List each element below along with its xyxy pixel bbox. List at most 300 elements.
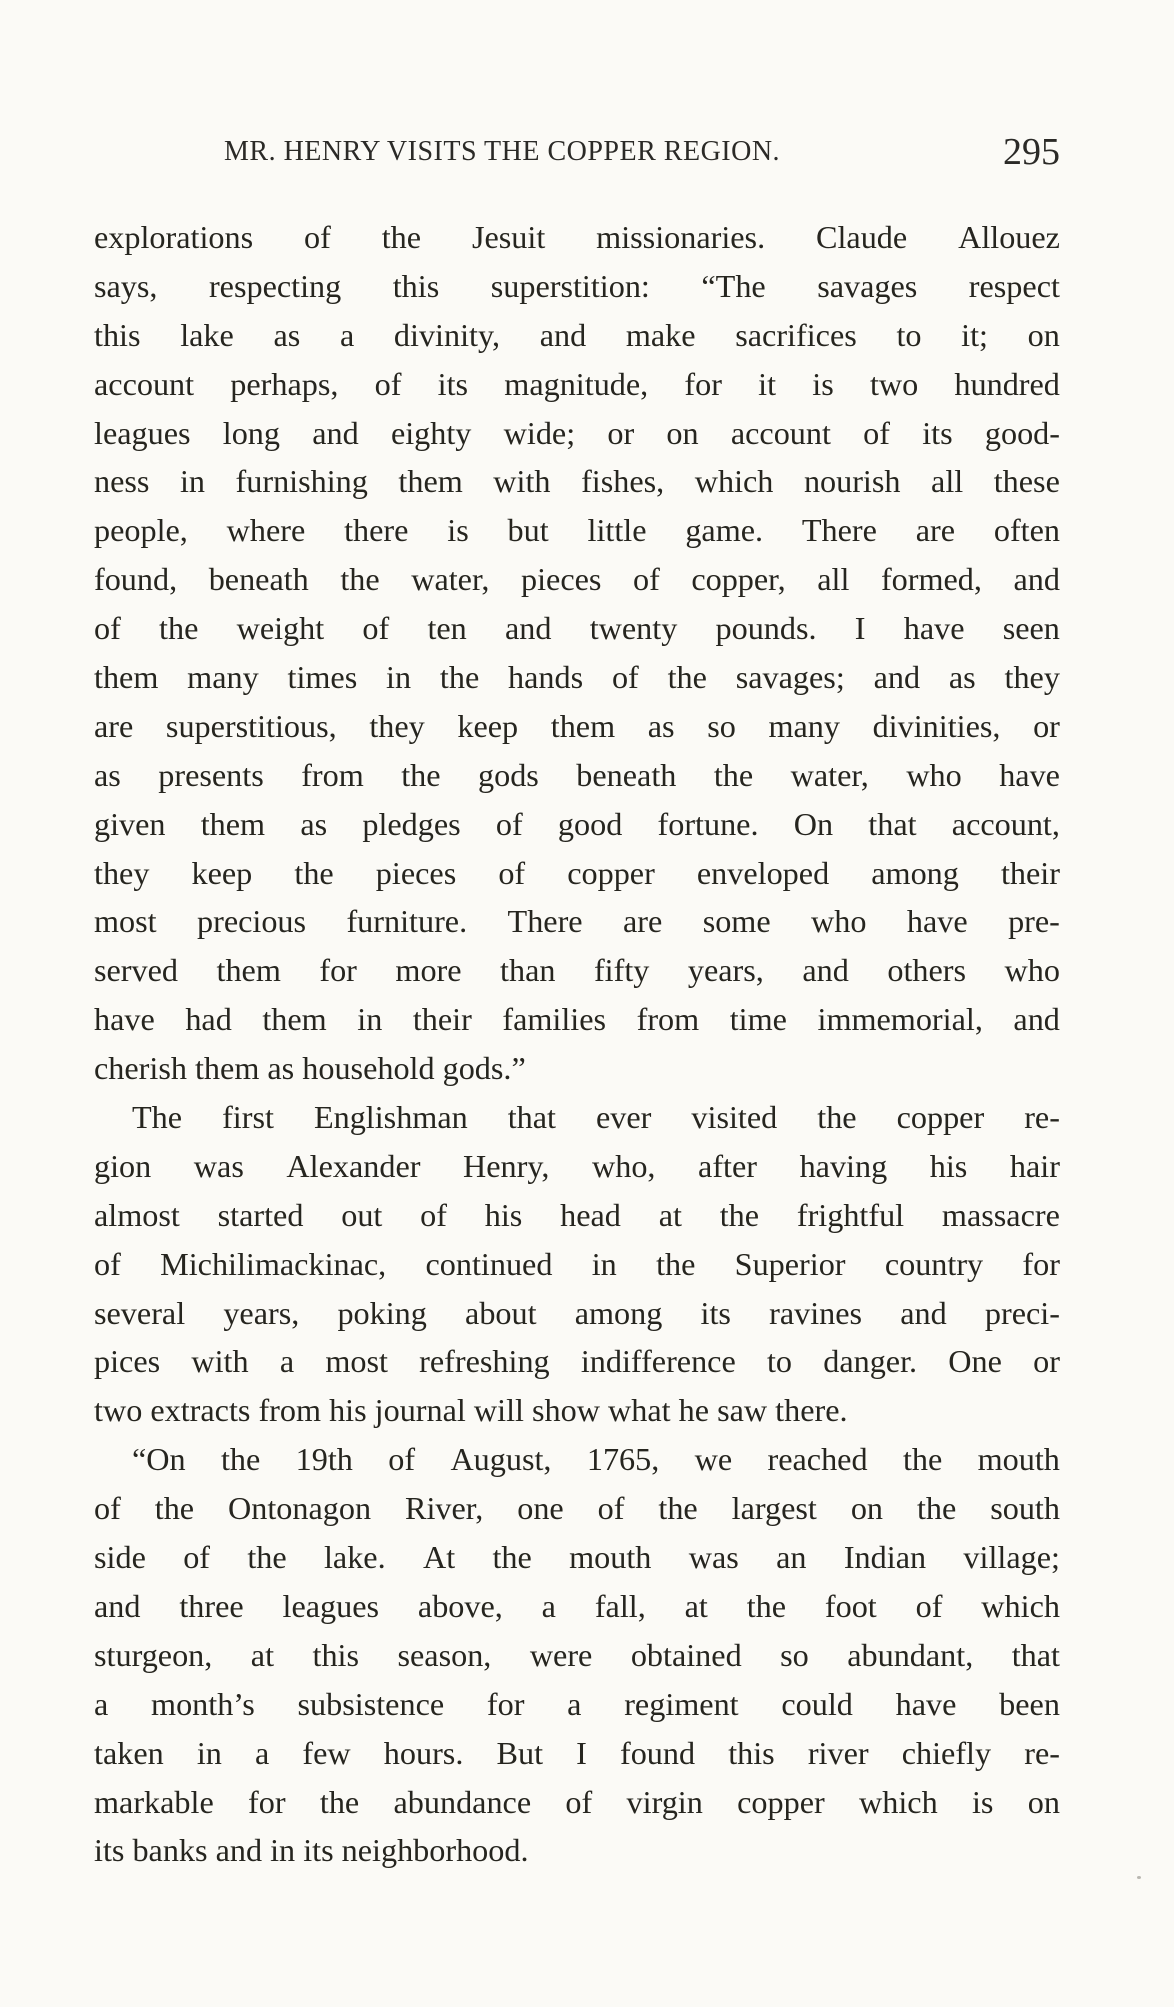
word: first [222, 1099, 274, 1136]
word: found [619, 1734, 696, 1771]
text-line [94, 1484, 1060, 1533]
word: served [94, 952, 179, 989]
word: of [632, 561, 660, 598]
word: have [94, 1001, 155, 1038]
word: in [179, 463, 206, 500]
word: good [557, 805, 623, 842]
word: the [319, 1783, 360, 1820]
word: of [374, 365, 402, 402]
word: the [401, 756, 441, 793]
word: subsistence [297, 1685, 445, 1722]
word: several [94, 1294, 186, 1331]
word: more [395, 952, 462, 989]
word: of [420, 1196, 447, 1233]
text-line: cherish them as household gods.” [94, 1050, 526, 1087]
word: There [507, 903, 583, 940]
word: nourish [803, 463, 901, 500]
word: of [388, 1441, 416, 1478]
word: taken [94, 1734, 164, 1771]
text-line [94, 213, 1060, 262]
word: keep [457, 707, 519, 744]
word: season, [397, 1636, 492, 1673]
word: largest [731, 1490, 817, 1527]
word: started [217, 1196, 304, 1233]
word: it [758, 365, 777, 402]
word: fifty [593, 952, 650, 989]
word: Englishman [313, 1099, 468, 1136]
word: Jesuit [471, 219, 546, 255]
word: so [707, 707, 736, 744]
word: is [971, 1783, 994, 1820]
word: which [981, 1587, 1060, 1624]
word: and [94, 1587, 141, 1624]
word: with [191, 1343, 249, 1380]
word: most [325, 1343, 388, 1380]
word: hundred [954, 365, 1060, 402]
word: the [381, 219, 422, 255]
paragraph [94, 1435, 1060, 1875]
word: of [495, 805, 523, 842]
text-line [94, 1680, 1060, 1729]
word: the [294, 854, 334, 891]
word: at [684, 1587, 708, 1624]
word: them [216, 952, 281, 989]
word: lake [180, 316, 234, 353]
word: on [850, 1490, 883, 1527]
word: a [94, 1685, 109, 1722]
word: have [906, 903, 968, 940]
word: almost [94, 1196, 180, 1233]
word: Indian [843, 1539, 927, 1576]
word: pices [94, 1343, 161, 1380]
word: them [94, 659, 159, 696]
word: them [398, 463, 463, 500]
word: who [1004, 952, 1060, 989]
word: from [301, 756, 364, 793]
word: One [948, 1343, 1002, 1380]
word: them [200, 805, 266, 842]
word: the [916, 1490, 957, 1527]
word: most [94, 903, 157, 940]
word: this [312, 1636, 360, 1673]
word: for [684, 365, 722, 402]
word: and [1013, 1001, 1060, 1038]
word: and [312, 414, 359, 451]
word: fall, [594, 1587, 646, 1624]
word: in [591, 1245, 617, 1282]
word: presents [158, 756, 264, 793]
word: in [357, 1001, 383, 1038]
word: its [922, 414, 953, 451]
word: is [447, 512, 469, 549]
word: copper [896, 1099, 985, 1136]
word: seen [1002, 610, 1060, 647]
word: who, [592, 1147, 656, 1184]
word: precious [197, 903, 307, 940]
word: have [895, 1685, 957, 1722]
word: continued [425, 1245, 553, 1282]
word: preci- [984, 1294, 1060, 1331]
word: on [1027, 316, 1060, 353]
word: and [802, 952, 849, 989]
word: of [94, 1245, 121, 1282]
word: than [500, 952, 556, 989]
word: foot [824, 1587, 877, 1624]
word: of [915, 1587, 943, 1624]
word: account, [951, 805, 1060, 842]
word: from [636, 1001, 700, 1038]
word: often [993, 512, 1060, 549]
word: they [369, 707, 425, 744]
word: ever [596, 1099, 652, 1136]
word: Allouez [958, 219, 1060, 255]
running-head [94, 130, 1060, 180]
word: of [498, 854, 526, 891]
word: fishes, [581, 463, 665, 500]
word: head [560, 1196, 621, 1233]
text-line [94, 702, 1060, 751]
word: enveloped [696, 854, 830, 891]
word: found, [94, 561, 178, 598]
word: this [728, 1734, 775, 1771]
word: furnishing [235, 463, 368, 500]
word: a [255, 1734, 270, 1771]
word: explorations [94, 219, 254, 255]
word: chiefly [901, 1734, 992, 1771]
word: the [159, 610, 199, 647]
word: for [486, 1685, 525, 1722]
word: these [993, 463, 1060, 500]
word: The [132, 1099, 183, 1136]
word: there [344, 512, 409, 549]
word: is [812, 365, 834, 402]
word: and [504, 610, 552, 647]
word: On [793, 805, 834, 842]
word: at [658, 1196, 682, 1233]
word: as [273, 316, 301, 353]
word: Ontonagon [228, 1490, 372, 1527]
word: and [900, 1294, 947, 1331]
text-line [94, 262, 1060, 311]
word: for [248, 1783, 286, 1820]
text-line [94, 604, 1060, 653]
paragraph [94, 213, 1060, 1093]
page-number: 295 [1003, 131, 1060, 173]
word: of [597, 1490, 625, 1527]
text-line [94, 946, 1060, 995]
word: abundance [393, 1783, 532, 1820]
word: they [1004, 659, 1060, 696]
word: the [439, 659, 480, 696]
word: a [339, 316, 355, 353]
word: formed, [880, 561, 982, 598]
word: of [565, 1783, 593, 1820]
word: missionaries. [596, 219, 766, 255]
text-line [94, 1289, 1060, 1338]
word: time [729, 1001, 787, 1038]
text-line [94, 1337, 1060, 1386]
word: water, [790, 756, 869, 793]
word: Alexander [286, 1147, 421, 1184]
word: hours. [383, 1734, 464, 1771]
word: account [730, 414, 831, 451]
text-line [94, 1778, 1060, 1827]
word: its [700, 1294, 731, 1331]
word: gion [94, 1147, 152, 1184]
word: leagues [94, 414, 191, 451]
word: immemorial, [817, 1001, 983, 1038]
running-title: MR. HENRY VISITS THE COPPER REGION. [224, 136, 781, 167]
word: little [587, 512, 647, 549]
text-line [94, 1093, 1060, 1142]
word: “The [701, 267, 766, 304]
word: a [279, 1343, 295, 1380]
word: an [776, 1539, 807, 1576]
word: copper, [691, 561, 786, 598]
word: the [746, 1587, 787, 1624]
word: in [196, 1734, 222, 1771]
word: who [906, 756, 962, 793]
word: the [340, 561, 380, 598]
word: virgin [626, 1783, 703, 1820]
word: among [871, 854, 959, 891]
word: as [94, 756, 121, 793]
word: among [574, 1294, 663, 1331]
paragraph [94, 1093, 1060, 1435]
word: two [869, 365, 919, 402]
word: account [94, 365, 195, 402]
word: some [702, 903, 771, 940]
word: the [713, 756, 754, 793]
word: all [931, 463, 964, 500]
word: a [541, 1587, 556, 1624]
word: re- [1024, 1099, 1060, 1136]
text-line [94, 653, 1060, 702]
word: water, [411, 561, 490, 598]
word: twenty [589, 610, 678, 647]
text-line [94, 1191, 1060, 1240]
word: copper [737, 1783, 825, 1820]
word: the [247, 1539, 287, 1576]
word: savages [817, 267, 918, 304]
text-line [94, 311, 1060, 360]
word: Henry, [463, 1147, 550, 1184]
word: Michilimackinac, [160, 1245, 387, 1282]
word: was [193, 1147, 244, 1184]
word: leagues [282, 1587, 380, 1624]
word: many [187, 659, 259, 696]
word: above, [417, 1587, 503, 1624]
word: “On [132, 1441, 186, 1478]
word: pounds. [715, 610, 817, 647]
word: pieces [521, 561, 602, 598]
text-line [94, 751, 1060, 800]
word: sacrifices [735, 316, 857, 353]
word: country [884, 1245, 984, 1282]
word: pre- [1008, 903, 1060, 940]
word: poking [337, 1294, 427, 1331]
word: them [262, 1001, 327, 1038]
body-text [94, 213, 1060, 1875]
word: as [300, 805, 328, 842]
word: the [719, 1196, 760, 1233]
word: them [550, 707, 616, 744]
word: others [887, 952, 967, 989]
word: the [658, 1490, 698, 1527]
word: have [999, 756, 1060, 793]
word: its [437, 365, 469, 402]
word: wide; [503, 414, 576, 451]
word: 1765, [586, 1441, 660, 1478]
word: after [698, 1147, 757, 1184]
word: keep [191, 854, 253, 891]
text-line: two extracts from his journal will show what he saw there. [94, 1392, 848, 1429]
text-line [94, 1533, 1060, 1582]
word: many [768, 707, 840, 744]
word: families [502, 1001, 607, 1038]
word: There [801, 512, 877, 549]
word: of [94, 1490, 121, 1527]
word: were [529, 1636, 593, 1673]
word: we [694, 1441, 733, 1478]
word: for [1022, 1245, 1060, 1282]
word: pieces [375, 854, 457, 891]
word: pledges [362, 805, 461, 842]
word: having [799, 1147, 888, 1184]
word: who [811, 903, 867, 940]
word: savages; [735, 659, 845, 696]
word: I [854, 610, 866, 647]
word: ness [94, 463, 150, 500]
word: are [622, 903, 663, 940]
word: of [94, 610, 121, 647]
word: says, [94, 267, 158, 304]
word: mouth [569, 1539, 652, 1576]
word: At [422, 1539, 456, 1576]
word: his [929, 1147, 968, 1184]
word: of [611, 659, 639, 696]
paper-speck [1137, 1876, 1141, 1879]
word: indifference [580, 1343, 736, 1380]
word: the [667, 659, 707, 696]
word: But [496, 1734, 544, 1771]
word: with [493, 463, 551, 500]
word: good- [984, 414, 1060, 451]
word: village; [963, 1539, 1060, 1576]
word: where [226, 512, 306, 549]
word: fortune. [657, 805, 759, 842]
word: his [484, 1196, 523, 1233]
word: which [694, 463, 774, 500]
word: River, [405, 1490, 484, 1527]
word: it; [961, 316, 988, 353]
word: the [902, 1441, 943, 1478]
text-line [94, 1631, 1060, 1680]
word: month’s [151, 1685, 255, 1722]
word: at [250, 1636, 275, 1673]
word: beneath [208, 561, 309, 598]
word: river [807, 1734, 869, 1771]
word: had [185, 1001, 232, 1038]
word: the [220, 1441, 261, 1478]
word: that [1011, 1636, 1060, 1673]
word: was [688, 1539, 739, 1576]
word: 19th [295, 1441, 353, 1478]
word: the [656, 1245, 696, 1282]
text-line [94, 360, 1060, 409]
word: or [607, 414, 635, 451]
word: been [999, 1685, 1060, 1722]
word: their [412, 1001, 472, 1038]
word: game. [685, 512, 764, 549]
word: their [1000, 854, 1060, 891]
word: all [817, 561, 850, 598]
text-line [94, 1729, 1060, 1778]
word: have [903, 610, 965, 647]
word: that [868, 805, 917, 842]
word: or [1033, 707, 1060, 744]
word: as [647, 707, 675, 744]
word: superstition: [490, 267, 650, 304]
word: but [507, 512, 549, 549]
word: gods [478, 756, 539, 793]
word: lake. [323, 1539, 386, 1576]
word: danger. [823, 1343, 918, 1380]
word: few [302, 1734, 351, 1771]
word: divinity, [393, 316, 501, 353]
word: copper [567, 854, 655, 891]
word: weight [236, 610, 325, 647]
word: about [465, 1294, 537, 1331]
word: years, [687, 952, 764, 989]
word: markable [94, 1783, 214, 1820]
word: ten [427, 610, 467, 647]
word: ravines [769, 1294, 863, 1331]
word: the [154, 1490, 195, 1527]
word: make [625, 316, 696, 353]
word: this [94, 316, 141, 353]
word: they [94, 854, 150, 891]
word: given [94, 805, 166, 842]
word: respect [968, 267, 1060, 304]
word: of [863, 414, 890, 451]
word: are [94, 707, 134, 744]
word: obtained [630, 1636, 742, 1673]
word: frightful [796, 1196, 905, 1233]
text-line [94, 897, 1060, 946]
word: abundant, [847, 1636, 974, 1673]
word: so [780, 1636, 809, 1673]
word: to [896, 316, 922, 353]
word: and [539, 316, 587, 353]
word: the [492, 1539, 532, 1576]
word: magnitude, [504, 365, 649, 402]
word: or [1033, 1343, 1060, 1380]
word: three [179, 1587, 244, 1624]
word: regiment [624, 1685, 739, 1722]
word: long [222, 414, 280, 451]
text-line [94, 995, 1060, 1044]
word: furniture. [346, 903, 468, 940]
word: people, [94, 512, 188, 549]
text-line: its banks and in its neighborhood. [94, 1832, 529, 1869]
word: respecting [208, 267, 342, 304]
word: eighty [390, 414, 472, 451]
word: a [567, 1685, 582, 1722]
word: re- [1024, 1734, 1060, 1771]
text-line [94, 1582, 1060, 1631]
word: massacre [941, 1196, 1060, 1233]
